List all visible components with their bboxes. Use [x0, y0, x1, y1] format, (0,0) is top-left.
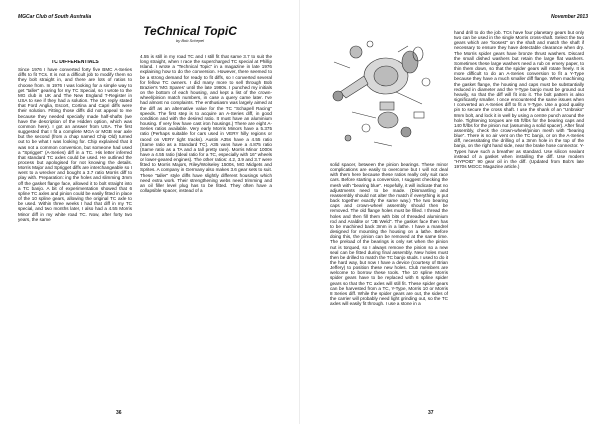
club-header: MGCar Club of South Australia	[18, 14, 92, 20]
page-number: 36	[116, 410, 122, 416]
column-text: 4.55 is still in my road TC and I still fit that same 3.7 to suit the long straight, when I race the supercharged TC special at Phillip Island. I wrote a "Technical Topic" in a magazine in late 1976 explaining how to do the conversion. However, there seemed to be a strong demand for ready to fit diffs, so I converted several for fellow TC owners. I did many more to sell through Bob Brazier's 'MG Spares' until the late 1980s. I punched my initials on the bottom of each housing, and kept a list of the crown-wheel/pinion match numbers, in case a query came later. I've had almost no complaints. The enthusiasm was largely aimed at the diff as an alternative value for the TC "Schapell Racing" speeds. The first step is to acquire an A-Series diff, in good condition and with the desired ratio. It must have an aluminium housing. If very few have cast iron housings.) There are eight A-Series ratios available. Very early Morris Minors have a 5.375 ratio (Perhaps suitable for cars used in VERY hilly regions or raced on VERY tight tracks). Austin A35s have a 4.55 ratio (Same ratio as a Standard TC). A35 vans have a 4.875 ratio (Same ratio as a TA and a tall pretty rare). Morris Minor 1000s have a 4.55 ratio (Ideal ratio for a TC, especially with 16" wheels or lower-geared engines). The other ratios: 4.2, 3.9 and 3.7 were fitted to Morris Majors, Riley/Wolseley 1500s, MG Midgets and Sprites. A company in Germany also makes 3.6 gear sets to suit. These "taller" style diffs have slightly different housings which need extra work. Their strengthening webs need trimming and an oil filler level plug has to be fitted. They often have a collapsible spacer, instead of a	[140, 54, 272, 194]
right-page	[300, 0, 600, 424]
article-byline: by Bob Schepel	[175, 38, 205, 43]
column-text: hand drill to do the job. TCs have four planetary gears but only two can be used in the single Morris cross-shaft. Select the two gears which are "loosest" on the shaft and match the shaft if necessary to ensure they have detectable clearance when dry. The Morris spider gears have bronze thrust washers. Discard the small dished washers but retain the large flat washers. Sometimes these large washers need a rub on emery paper, to thin them down, so that the spider gears will rotate freely. It is more difficult to do an A-Series conversion to fit a Y-Type because they have a much smaller diff flange. When machining the gasket flange, the housing and caps must be substantially reduced in diameter and the Y-Type banjo must be ground out heavily, so that the diff will fit into it. The bolt pattern is also significantly smaller. I once encountered the same issues when I converted an A-Series diff to fit a Y-Type. Use a good quality pin to secure the cross shaft. I use the shank of an "Unbrako" 8mm bolt, and lock it in well by using a centre punch around the hole. Tightening torques are 65 ft/lbs for the bearing caps and 140 ft/lbs for the pinion nut (assuming a solid spacer). After final assembly, check the crown-wheel/pinion mesh with "bearing blue". There is no air vent on the TC banjo, or on the A-Series diff, necessitating the drilling of a 3mm hole in the top of the banjo, on the right hand side, near the brake hose connector. Y-Types have such a breather as standard. Use silicon sealant instead of a gasket when installing the diff. Use modern "HYPOID" 90 gear oil in the diff. (Updated from Bob's late 1970s MGCC Magazine article.)	[454, 30, 584, 170]
column-text: Since 1976 I have converted forty five BMC A-Series diffs to fit TCs. It is not a difficult job to modify them so they bolt straight in, and there are lots of ratios to choose from. In 1976 I was looking for a simple way to get "taller" gearing for my TC Special, so I wrote to the MG club in UK and The New England T-Register in USA to see if they had a solution. The UK reply stated that Ford Anglia, Escort, Cortina and Capri diffs were their solution. Fitting those diffs did not appeal to me because they needed specially made half-shafts (we have the description of the Hidden option, which was common here). I got an answer from USA. The first suggested that I fit a complete MGA or MGB rear axle but the second (from a chap named Chip Old) turned out to be what I was looking for. Chip explained that it was not a common conversion, but someone had used a "Sprigget" (A-Series) diff in a TC. His letter inferred that standard TC axles could be used. He outlined the process but apologised for not knowing the details. Morris Major and Sprigget diffs are interchangeable so I went to a wrecker and bought a 3.7 ratio Morris diff to play with. Preparation: ing the holes and slimming 3mm off the gasket flange face, allowed it to bolt straight into a TC banjo. A bit of experimentation showed that 6 spline TC axles and pinion could be easily fitted in place of the 10 spline gears, allowing the original TC axle to be used. Within three weeks I had that diff in my TC special, and two months later, I also had a 4.55 Morris Minor diff in my white road TC. Now, after forty two years, the same	[18, 67, 132, 222]
issue-header: November 2013	[551, 14, 588, 20]
differential-exploded-diagram	[326, 32, 438, 154]
article-title: TeChnical TopiC	[143, 24, 237, 38]
section-heading: TC DIFFERENTIALS	[51, 60, 99, 65]
text-column	[330, 162, 448, 410]
text-column	[18, 60, 132, 404]
page-number: 37	[428, 410, 434, 416]
column-text: solid spacer, between the pinion bearings. These minor complications are easily to overcome but I will not deal with them here because these ratios really only suit race cars. Before starting a conversion, I suggest checking the mesh with "bearing blue". Hopefully, it will indicate that no adjustments need to be made. (Dismantling and reassembly should not alter the match if everything is put back together exactly the same way.) The two bearing caps and crown-wheel assembly should then be removed. The old flange holes must be filled. I thread the holes and then fill them with bits of threaded aluminium rod and Araldite or "JB Weld". The gasket face then has to be machined back 3mm in a lathe. I have a mandrel designed for mounting the housing on a lathe. Before doing this, the pinion can be removed at the same time. The preload of the bearings is only set when the pinion nut is torqued, so I always remove the pinion so a new seal can be fitted during final assembly. New holes must then be drilled to match the TC banjo studs. I used to do it the hard way, but now I have a device (courtesy of Brian Jeffery) to position these new holes. Club members are welcome to borrow these tools. The 10 spline Morris spider gears have to be replaced with 6 spline spider gears so that the TC axles will still fit. These spider gears can be harvested from a TC, Y-Type, Morris 10 or Morris 8 Series diff. While the spider gears are out, the sides of the carrier will probably need light grinding out, so the TC axles will easily fit through. I use a stone in a	[330, 162, 448, 307]
text-column	[454, 30, 584, 412]
text-column	[140, 54, 272, 404]
